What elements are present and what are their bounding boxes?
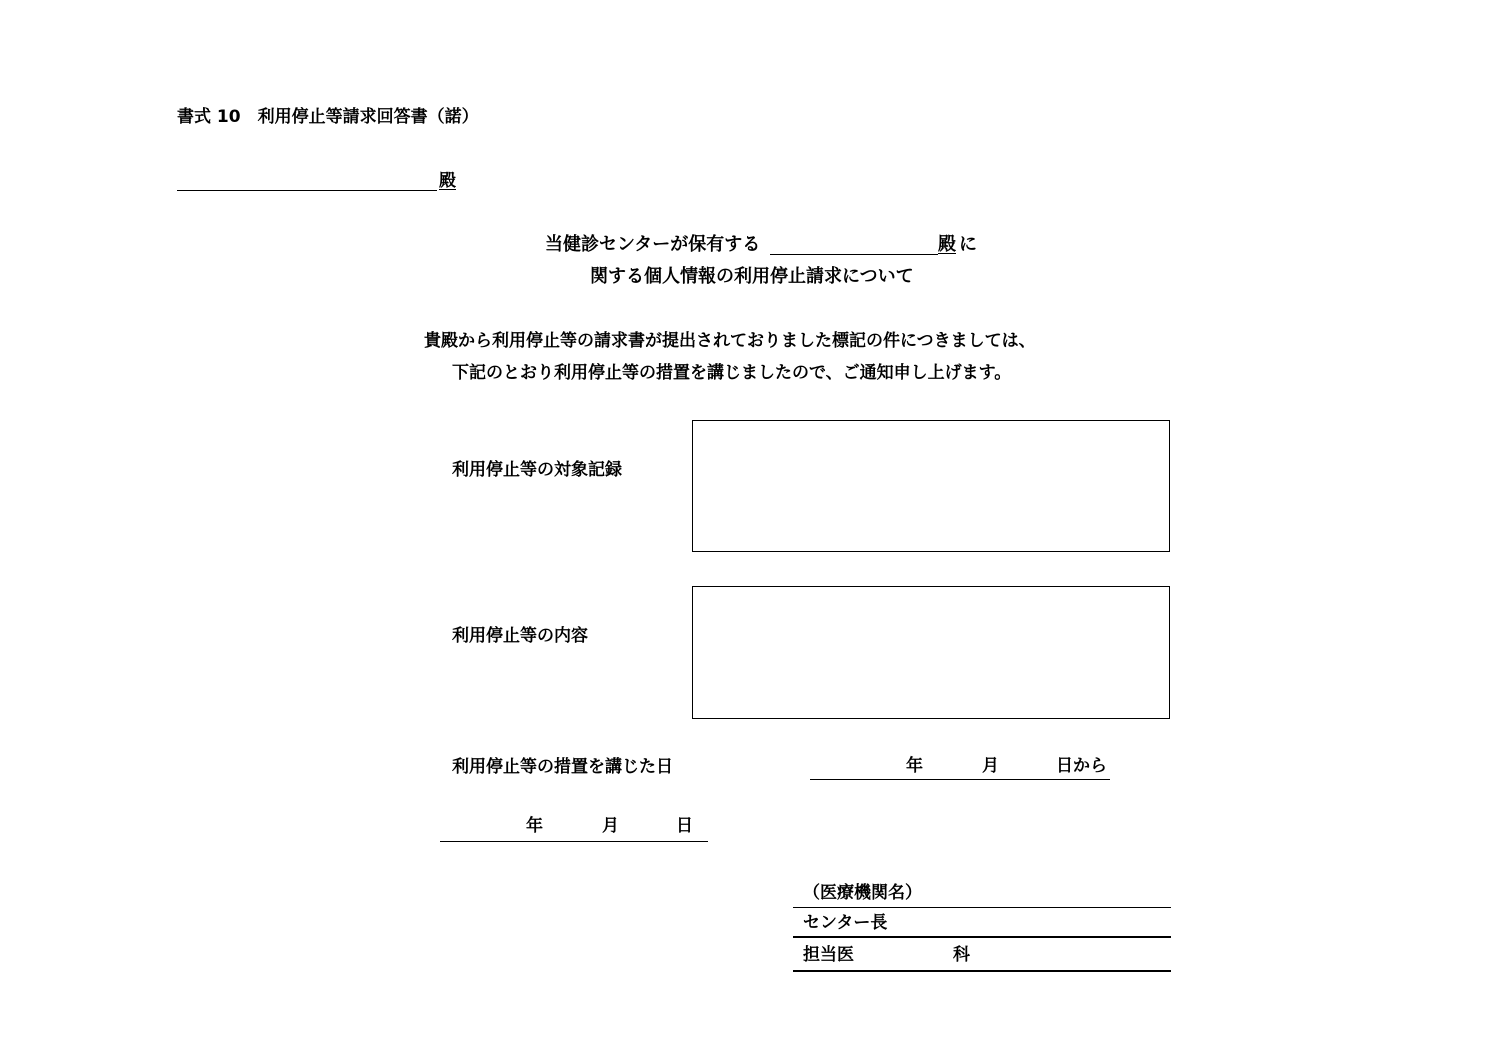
from-date-month: 月 <box>982 756 999 776</box>
doctor-row[interactable] <box>793 940 1171 972</box>
content-label: 利用停止等の内容 <box>452 626 588 646</box>
subject-honorific: 殿 <box>938 234 956 255</box>
subject-prefix: 当健診センターが保有する <box>545 234 761 255</box>
subject-line-1 <box>545 234 985 256</box>
target-record-box[interactable] <box>692 420 1170 552</box>
subject-line-2: 関する個人情報の利用停止請求について <box>590 266 914 287</box>
institution-label: （医療機関名） <box>803 883 922 903</box>
from-date-day: 日から <box>1056 756 1107 776</box>
director-row[interactable] <box>793 908 1171 938</box>
doctor-label: 担当医 <box>803 945 854 965</box>
from-date-year: 年 <box>906 756 923 776</box>
content-box[interactable] <box>692 586 1170 719</box>
form-title: 書式 10 利用停止等請求回答書（諾） <box>177 107 479 127</box>
issue-date-field[interactable] <box>440 815 708 842</box>
addressee-line <box>177 170 459 192</box>
director-label: センター長 <box>803 913 888 933</box>
subject-particle: に <box>959 234 977 255</box>
subject-name-blank[interactable] <box>770 254 938 255</box>
issue-date-month: 月 <box>602 816 619 836</box>
body-line-2: 下記のとおり利用停止等の措置を講じましたので、ご通知申し上げます。 <box>452 363 1012 383</box>
addressee-blank[interactable] <box>177 190 437 191</box>
institution-row[interactable] <box>793 878 1171 908</box>
target-record-label: 利用停止等の対象記録 <box>452 460 622 480</box>
measure-date-label: 利用停止等の措置を講じた日 <box>452 757 673 777</box>
issue-date-year: 年 <box>526 816 543 836</box>
addressee-honorific: 殿 <box>439 171 456 191</box>
from-date-field[interactable] <box>810 755 1110 780</box>
department-label: 科 <box>953 945 970 965</box>
issue-date-day: 日 <box>676 816 693 836</box>
body-line-1: 貴殿から利用停止等の請求書が提出されておりました標記の件につきましては、 <box>424 331 1036 351</box>
